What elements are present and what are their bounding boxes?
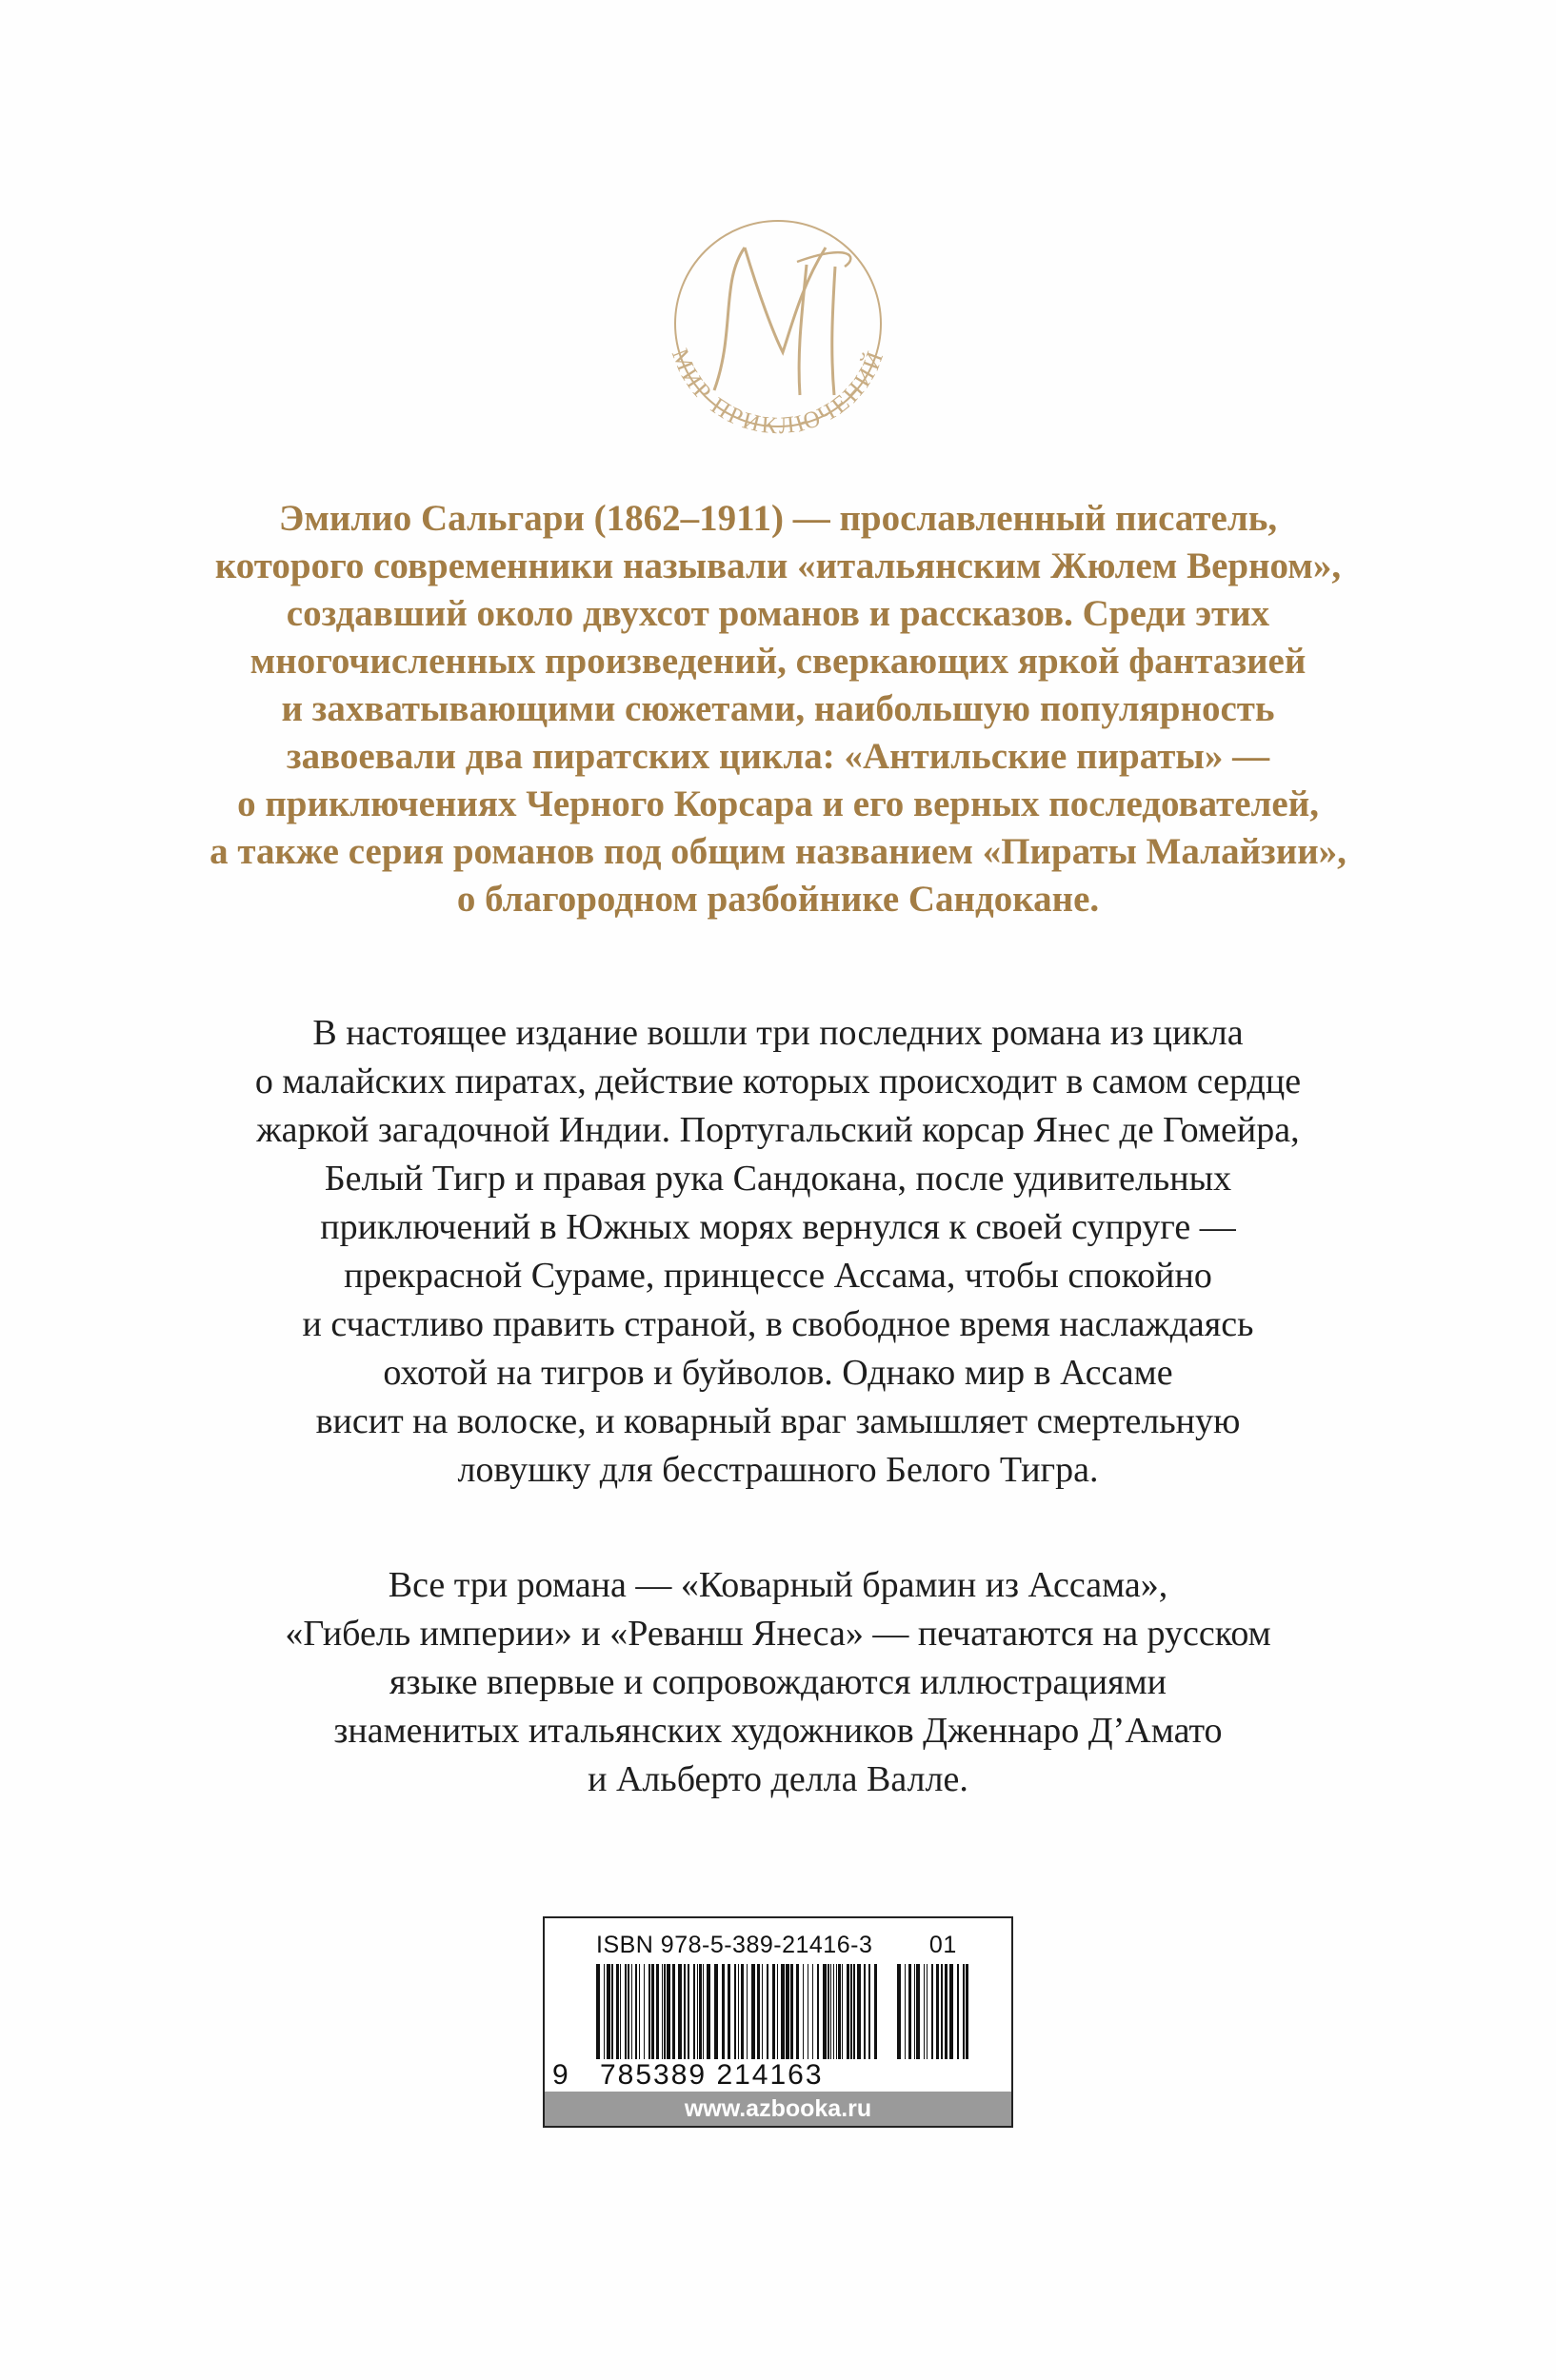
isbn-number: ISBN 978-5-389-21416-3 01 — [596, 1932, 957, 1958]
description-line: ловушку для бесстрашного Белого Тигра. — [457, 1450, 1099, 1490]
barcode-bars-icon — [596, 1964, 882, 2059]
edition-line: языке впервые и сопровождаются иллюстрациями — [389, 1662, 1167, 1702]
edition-line: «Гибель империи» и «Реванш Янеса» — печатаются на русском — [285, 1614, 1271, 1654]
edition-line: Все три романа — «Коварный брамин из Ассама», — [388, 1565, 1168, 1605]
barcode-addon-bars-icon — [897, 1964, 973, 2059]
intro-line: многочисленных произведений, сверкающих яркой фантазией — [249, 641, 1307, 682]
barcode-label — [543, 1916, 1013, 2128]
publisher-url: www.azbooka.ru — [545, 2092, 1011, 2126]
description-line: В настоящее издание вошли три последних романа из цикла — [312, 1013, 1244, 1053]
intro-line: о благородном разбойнике Сандокане. — [456, 879, 1100, 920]
publisher-emblem-icon — [630, 190, 926, 476]
intro-line: создавший около двухсот романов и рассказов. Среди этих — [286, 593, 1270, 634]
description-line: прекрасной Сураме, принцессе Ассама, чтобы спокойно — [344, 1256, 1212, 1296]
intro-line: и захватывающими сюжетами, наибольшую популярность — [281, 688, 1275, 729]
description-line: Белый Тигр и правая рука Сандокана, после удивительных — [324, 1159, 1232, 1199]
ean-first-digit: 9 — [552, 2059, 569, 2091]
intro-line: о приключениях Черного Корсара и его верных последователей, — [237, 783, 1319, 824]
emblem-arc-text: МИР ПРИКЛЮЧЕНИЙ — [666, 345, 890, 440]
description-paragraph — [143, 1009, 1413, 1495]
intro-line: Эмилио Сальгари (1862–1911) — прославленный писатель, — [278, 498, 1278, 539]
description-line: висит на волоске, и коварный враг замышляет смертельную — [315, 1401, 1241, 1441]
description-line: о малайских пиратах, действие которых происходит в самом сердце — [254, 1061, 1302, 1101]
description-line: приключений в Южных морях вернулся к своей супруге — — [320, 1207, 1236, 1247]
description-line: и счастливо править страной, в свободное время наслаждаясь — [302, 1304, 1254, 1344]
intro-line: а также серия романов под общим названием «Пираты Малайзии», — [209, 831, 1347, 872]
intro-line: завоевали два пиратских цикла: «Антильские пираты» — — [286, 736, 1270, 777]
edition-paragraph — [143, 1561, 1413, 1804]
edition-line: и Альберто делла Валле. — [588, 1759, 968, 1799]
edition-line: знаменитых итальянских художников Дженнаро Д’Амато — [333, 1711, 1223, 1751]
intro-line: которого современники называли «итальянским Жюлем Верном», — [214, 545, 1342, 586]
description-line: охотой на тигров и буйволов. Однако мир в Ассаме — [383, 1353, 1173, 1393]
intro-paragraph — [143, 495, 1413, 923]
description-line: жаркой загадочной Индии. Португальский корсар Янес де Гомейра, — [256, 1110, 1300, 1150]
svg-text:МИР ПРИКЛЮЧЕНИЙ — [667, 346, 889, 440]
ean-digits: 785389 214163 — [600, 2059, 824, 2091]
